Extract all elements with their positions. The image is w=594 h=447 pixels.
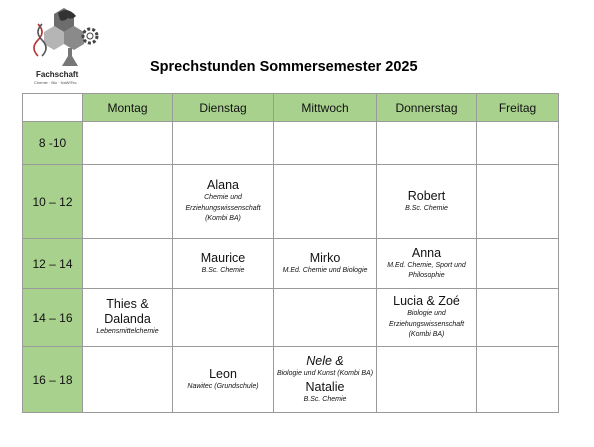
person-name: Alana [207, 178, 239, 193]
empty-cell [83, 165, 173, 239]
empty-cell [173, 122, 274, 165]
table-row [23, 122, 559, 165]
office-hour-lucia-zoe [377, 289, 477, 347]
office-hour-robert [377, 165, 477, 239]
header-row [23, 94, 559, 122]
office-hour-maurice [173, 239, 274, 289]
table-row [23, 289, 559, 347]
day-header-montag: Montag [83, 94, 173, 122]
empty-cell [274, 289, 377, 347]
person-name: Maurice [200, 250, 246, 265]
empty-cell [477, 122, 559, 165]
table-row [23, 347, 559, 413]
person-program: Chemie und Erziehungswissenschaft (Kombi BA) [185, 194, 261, 223]
page-title: Sprechstunden Sommersemester 2025 [150, 59, 418, 75]
person-program: M.Ed. Chemie, Sport und Philosophie [387, 261, 466, 279]
person-name: Natalie [305, 379, 345, 394]
office-hour-mirko [274, 239, 377, 289]
empty-cell [83, 122, 173, 165]
office-hour-anna [377, 239, 477, 289]
table-row [23, 165, 559, 239]
office-hour-leon [173, 347, 274, 413]
time-slot-16-18: 16 – 18 [23, 347, 83, 413]
empty-cell [477, 289, 559, 347]
person-program: B.Sc. Chemie [201, 266, 245, 274]
time-slot-14-16: 14 – 16 [23, 289, 83, 347]
person-program: Biologie und Erziehungswissenschaft (Kombi BA) [388, 310, 465, 339]
person-program: B.Sc. Chemie [303, 395, 347, 403]
empty-cell [477, 165, 559, 239]
empty-cell [477, 347, 559, 413]
empty-cell [477, 239, 559, 289]
logo-subtitle: Chemie · Bio · NaWiTec [34, 80, 77, 85]
empty-cell [377, 122, 477, 165]
person-program: Lebensmittelchemie [96, 328, 159, 336]
person-program: M.Ed. Chemie und Biologie [282, 266, 368, 274]
empty-cell [274, 165, 377, 239]
day-header-dienstag: Dienstag [173, 94, 274, 122]
time-slot-8-10: 8 -10 [23, 122, 83, 165]
day-header-freitag: Freitag [477, 94, 559, 122]
empty-cell [377, 347, 477, 413]
office-hour-nele-natalie [274, 347, 377, 413]
person-program: Nawitec (Grundschule) [187, 382, 259, 390]
office-hour-thies-dalanda [83, 289, 173, 347]
person-program: Biologie und Kunst (Kombi BA) [276, 370, 374, 377]
person-name: Nele & [306, 354, 344, 368]
person-name: Robert [407, 188, 446, 203]
empty-cell [274, 122, 377, 165]
person-name: Anna [411, 245, 442, 260]
empty-cell [83, 347, 173, 413]
person-program: B.Sc. Chemie [405, 204, 448, 212]
day-header-mittwoch: Mittwoch [274, 94, 377, 122]
empty-cell [173, 289, 274, 347]
time-slot-10-12: 10 – 12 [23, 165, 83, 239]
corner-cell [23, 94, 83, 122]
table-row [23, 239, 559, 289]
time-slot-12-14: 12 – 14 [23, 239, 83, 289]
person-name: Lucia & Zoé [393, 294, 460, 309]
office-hour-alana [173, 165, 274, 239]
day-header-donnerstag: Donnerstag [377, 94, 477, 122]
empty-cell [83, 239, 173, 289]
schedule-table [22, 93, 559, 413]
logo-label: Fachschaft [36, 70, 79, 79]
person-name: Leon [209, 366, 237, 381]
person-name: Thies & Dalanda [104, 297, 151, 327]
person-name: Mirko [309, 250, 341, 265]
